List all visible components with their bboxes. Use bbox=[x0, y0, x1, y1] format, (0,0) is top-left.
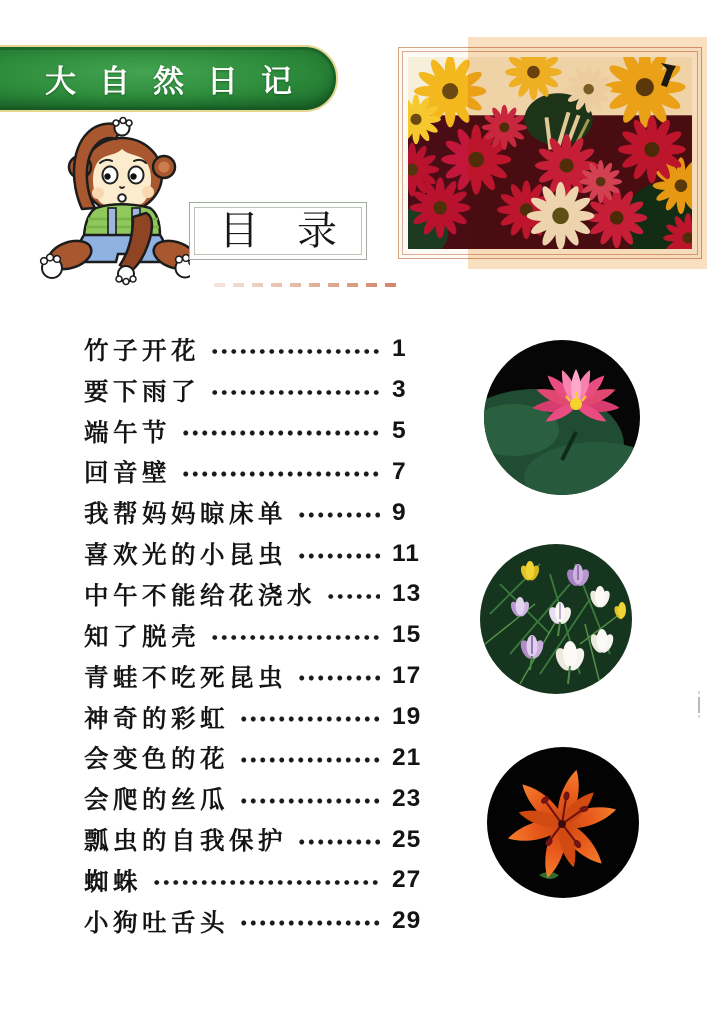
toc-heading: 目录 bbox=[219, 208, 375, 253]
dot-leader bbox=[297, 837, 380, 847]
toc-entry bbox=[84, 615, 430, 656]
monkey-mascot-illustration bbox=[30, 113, 190, 288]
book-title: 大自然日记 bbox=[45, 64, 315, 99]
dot-leader bbox=[239, 714, 380, 724]
toc-entry-page: 25 bbox=[392, 825, 422, 853]
toc-entry bbox=[84, 492, 430, 533]
table-of-contents bbox=[84, 329, 430, 942]
toc-entry-page: 1 bbox=[392, 335, 407, 363]
toc-entry-page: 29 bbox=[392, 907, 422, 935]
toc-entry bbox=[84, 533, 430, 574]
dot-leader bbox=[326, 591, 380, 601]
toc-entry-page: 19 bbox=[392, 703, 422, 731]
toc-entry-page: 9 bbox=[392, 498, 407, 526]
header-photo bbox=[402, 51, 698, 255]
toc-heading-box bbox=[189, 202, 375, 260]
dot-leader bbox=[297, 551, 380, 561]
toc-entry bbox=[84, 778, 430, 819]
dot-leader bbox=[239, 918, 380, 928]
toc-entry bbox=[84, 370, 430, 411]
toc-entry-page: 11 bbox=[392, 539, 420, 567]
toc-entry bbox=[84, 574, 430, 615]
toc-entry-page: 5 bbox=[392, 417, 407, 445]
dot-leader bbox=[297, 673, 380, 683]
toc-entry-page: 15 bbox=[392, 621, 422, 649]
crocus-photo bbox=[480, 544, 632, 694]
scan-artifact-mark bbox=[698, 691, 700, 718]
toc-entry-title: 青蛙不吃死昆虫 bbox=[84, 664, 287, 692]
toc-entry-title: 端午节 bbox=[84, 419, 171, 447]
toc-entry-title: 中午不能给花浇水 bbox=[84, 582, 316, 610]
toc-entry bbox=[84, 452, 430, 493]
toc-entry-page: 21 bbox=[392, 743, 422, 771]
toc-entry bbox=[84, 860, 430, 901]
toc-entry-page: 13 bbox=[392, 580, 422, 608]
dot-leader bbox=[181, 469, 380, 479]
toc-entry-page: 3 bbox=[392, 376, 407, 404]
header-photo-frame bbox=[398, 47, 702, 259]
dashed-divider bbox=[214, 283, 398, 287]
book-title-banner bbox=[0, 45, 338, 112]
toc-entry-title: 蜘蛛 bbox=[84, 868, 142, 896]
dot-leader bbox=[210, 346, 380, 356]
toc-entry-title: 神奇的彩虹 bbox=[84, 705, 229, 733]
toc-entry-page: 17 bbox=[392, 662, 422, 690]
toc-entry bbox=[84, 697, 430, 738]
toc-entry bbox=[84, 901, 430, 942]
toc-entry-title: 回音壁 bbox=[84, 460, 171, 488]
dot-leader bbox=[152, 877, 380, 887]
toc-entry-page: 27 bbox=[392, 866, 422, 894]
dot-leader bbox=[239, 796, 380, 806]
toc-entry-page: 7 bbox=[392, 457, 407, 485]
toc-entry bbox=[84, 737, 430, 778]
dot-leader bbox=[181, 428, 380, 438]
toc-entry bbox=[84, 819, 430, 860]
dot-leader bbox=[210, 632, 380, 642]
toc-entry-title: 小狗吐舌头 bbox=[84, 909, 229, 937]
toc-entry bbox=[84, 329, 430, 370]
toc-entry-title: 会变色的花 bbox=[84, 746, 229, 774]
dot-leader bbox=[239, 755, 380, 765]
toc-entry-title: 我帮妈妈晾床单 bbox=[84, 501, 287, 529]
lotus-photo bbox=[484, 340, 640, 495]
dot-leader bbox=[297, 510, 380, 520]
toc-entry-title: 竹子开花 bbox=[84, 337, 200, 365]
toc-entry bbox=[84, 656, 430, 697]
toc-entry-title: 知了脱壳 bbox=[84, 623, 200, 651]
toc-entry-page: 23 bbox=[392, 784, 422, 812]
toc-entry-title: 喜欢光的小昆虫 bbox=[84, 542, 287, 570]
toc-entry-title: 会爬的丝瓜 bbox=[84, 787, 229, 815]
lily-photo bbox=[487, 747, 639, 898]
toc-entry bbox=[84, 411, 430, 452]
dot-leader bbox=[210, 387, 380, 397]
toc-entry-title: 瓢虫的自我保护 bbox=[84, 828, 287, 856]
toc-entry-title: 要下雨了 bbox=[84, 378, 200, 406]
